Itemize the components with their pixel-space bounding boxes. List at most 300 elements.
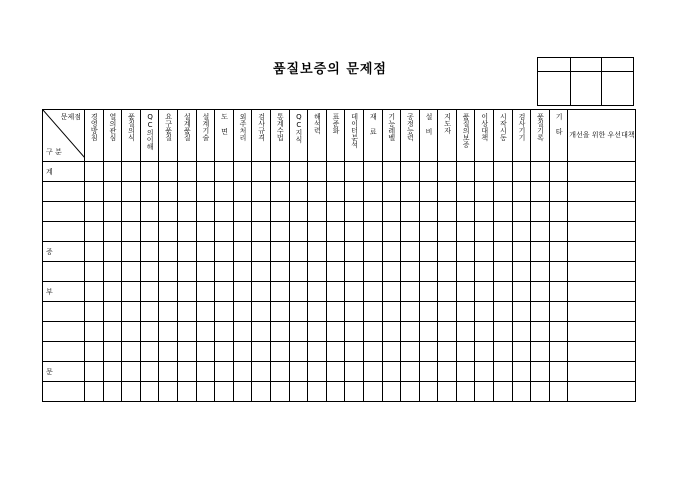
entry-cell[interactable] <box>159 242 178 262</box>
entry-cell[interactable] <box>456 202 475 222</box>
entry-cell[interactable] <box>308 242 327 262</box>
entry-cell[interactable] <box>140 262 159 282</box>
entry-cell[interactable] <box>252 222 271 242</box>
entry-cell[interactable] <box>549 162 568 182</box>
entry-cell[interactable] <box>308 342 327 362</box>
entry-cell[interactable] <box>363 202 382 222</box>
entry-cell[interactable] <box>494 182 513 202</box>
entry-cell[interactable] <box>326 242 345 262</box>
entry-cell[interactable] <box>419 362 438 382</box>
entry-cell[interactable] <box>103 362 122 382</box>
entry-cell[interactable] <box>419 162 438 182</box>
entry-cell[interactable] <box>363 302 382 322</box>
entry-cell[interactable] <box>196 302 215 322</box>
entry-cell[interactable] <box>494 382 513 402</box>
entry-cell[interactable] <box>568 222 636 242</box>
entry-cell[interactable] <box>512 342 531 362</box>
entry-cell[interactable] <box>122 202 141 222</box>
entry-cell[interactable] <box>568 262 636 282</box>
entry-cell[interactable] <box>438 282 457 302</box>
entry-cell[interactable] <box>326 282 345 302</box>
entry-cell[interactable] <box>177 322 196 342</box>
entry-cell[interactable] <box>233 322 252 342</box>
entry-cell[interactable] <box>85 342 104 362</box>
entry-cell[interactable] <box>382 242 401 262</box>
entry-cell[interactable] <box>289 342 308 362</box>
entry-cell[interactable] <box>568 382 636 402</box>
entry-cell[interactable] <box>456 242 475 262</box>
entry-cell[interactable] <box>122 362 141 382</box>
entry-cell[interactable] <box>215 382 234 402</box>
entry-cell[interactable] <box>438 322 457 342</box>
entry-cell[interactable] <box>289 302 308 322</box>
entry-cell[interactable] <box>159 322 178 342</box>
entry-cell[interactable] <box>531 342 550 362</box>
entry-cell[interactable] <box>196 242 215 262</box>
entry-cell[interactable] <box>456 222 475 242</box>
entry-cell[interactable] <box>252 162 271 182</box>
entry-cell[interactable] <box>196 182 215 202</box>
entry-cell[interactable] <box>140 282 159 302</box>
entry-cell[interactable] <box>103 182 122 202</box>
entry-cell[interactable] <box>345 262 364 282</box>
entry-cell[interactable] <box>177 162 196 182</box>
entry-cell[interactable] <box>512 282 531 302</box>
entry-cell[interactable] <box>531 182 550 202</box>
entry-cell[interactable] <box>252 182 271 202</box>
entry-cell[interactable] <box>159 262 178 282</box>
entry-cell[interactable] <box>401 202 420 222</box>
entry-cell[interactable] <box>270 182 289 202</box>
entry-cell[interactable] <box>345 202 364 222</box>
entry-cell[interactable] <box>159 282 178 302</box>
entry-cell[interactable] <box>549 282 568 302</box>
entry-cell[interactable] <box>289 162 308 182</box>
entry-cell[interactable] <box>103 202 122 222</box>
entry-cell[interactable] <box>475 282 494 302</box>
entry-cell[interactable] <box>289 382 308 402</box>
entry-cell[interactable] <box>456 322 475 342</box>
entry-cell[interactable] <box>494 342 513 362</box>
entry-cell[interactable] <box>419 342 438 362</box>
entry-cell[interactable] <box>233 362 252 382</box>
entry-cell[interactable] <box>401 262 420 282</box>
entry-cell[interactable] <box>326 382 345 402</box>
entry-cell[interactable] <box>382 262 401 282</box>
entry-cell[interactable] <box>456 162 475 182</box>
entry-cell[interactable] <box>363 222 382 242</box>
entry-cell[interactable] <box>512 382 531 402</box>
entry-cell[interactable] <box>512 242 531 262</box>
entry-cell[interactable] <box>419 262 438 282</box>
entry-cell[interactable] <box>326 342 345 362</box>
entry-cell[interactable] <box>549 382 568 402</box>
entry-cell[interactable] <box>382 382 401 402</box>
entry-cell[interactable] <box>196 342 215 362</box>
entry-cell[interactable] <box>456 302 475 322</box>
entry-cell[interactable] <box>475 182 494 202</box>
entry-cell[interactable] <box>419 242 438 262</box>
entry-cell[interactable] <box>140 242 159 262</box>
entry-cell[interactable] <box>512 362 531 382</box>
entry-cell[interactable] <box>456 342 475 362</box>
entry-cell[interactable] <box>326 362 345 382</box>
entry-cell[interactable] <box>85 302 104 322</box>
entry-cell[interactable] <box>289 202 308 222</box>
entry-cell[interactable] <box>103 342 122 362</box>
entry-cell[interactable] <box>345 362 364 382</box>
entry-cell[interactable] <box>233 342 252 362</box>
entry-cell[interactable] <box>233 222 252 242</box>
entry-cell[interactable] <box>252 342 271 362</box>
entry-cell[interactable] <box>270 222 289 242</box>
entry-cell[interactable] <box>252 302 271 322</box>
entry-cell[interactable] <box>326 302 345 322</box>
entry-cell[interactable] <box>475 222 494 242</box>
entry-cell[interactable] <box>140 182 159 202</box>
entry-cell[interactable] <box>270 262 289 282</box>
entry-cell[interactable] <box>270 322 289 342</box>
entry-cell[interactable] <box>419 382 438 402</box>
entry-cell[interactable] <box>270 202 289 222</box>
entry-cell[interactable] <box>215 342 234 362</box>
entry-cell[interactable] <box>177 362 196 382</box>
entry-cell[interactable] <box>215 302 234 322</box>
entry-cell[interactable] <box>159 362 178 382</box>
entry-cell[interactable] <box>289 222 308 242</box>
entry-cell[interactable] <box>122 342 141 362</box>
entry-cell[interactable] <box>85 322 104 342</box>
entry-cell[interactable] <box>512 302 531 322</box>
entry-cell[interactable] <box>252 242 271 262</box>
entry-cell[interactable] <box>215 262 234 282</box>
entry-cell[interactable] <box>215 362 234 382</box>
entry-cell[interactable] <box>326 262 345 282</box>
entry-cell[interactable] <box>568 242 636 262</box>
entry-cell[interactable] <box>103 162 122 182</box>
entry-cell[interactable] <box>103 302 122 322</box>
entry-cell[interactable] <box>438 202 457 222</box>
entry-cell[interactable] <box>308 362 327 382</box>
entry-cell[interactable] <box>531 302 550 322</box>
entry-cell[interactable] <box>177 282 196 302</box>
entry-cell[interactable] <box>363 362 382 382</box>
entry-cell[interactable] <box>308 262 327 282</box>
entry-cell[interactable] <box>122 262 141 282</box>
entry-cell[interactable] <box>438 362 457 382</box>
entry-cell[interactable] <box>531 362 550 382</box>
entry-cell[interactable] <box>345 222 364 242</box>
entry-cell[interactable] <box>382 182 401 202</box>
entry-cell[interactable] <box>438 342 457 362</box>
entry-cell[interactable] <box>196 362 215 382</box>
entry-cell[interactable] <box>531 202 550 222</box>
entry-cell[interactable] <box>122 382 141 402</box>
entry-cell[interactable] <box>382 322 401 342</box>
entry-cell[interactable] <box>345 182 364 202</box>
entry-cell[interactable] <box>233 262 252 282</box>
entry-cell[interactable] <box>419 222 438 242</box>
entry-cell[interactable] <box>382 302 401 322</box>
entry-cell[interactable] <box>475 262 494 282</box>
entry-cell[interactable] <box>196 222 215 242</box>
entry-cell[interactable] <box>363 342 382 362</box>
entry-cell[interactable] <box>326 162 345 182</box>
entry-cell[interactable] <box>85 382 104 402</box>
entry-cell[interactable] <box>308 302 327 322</box>
entry-cell[interactable] <box>401 382 420 402</box>
entry-cell[interactable] <box>382 342 401 362</box>
entry-cell[interactable] <box>215 162 234 182</box>
entry-cell[interactable] <box>289 262 308 282</box>
entry-cell[interactable] <box>233 242 252 262</box>
entry-cell[interactable] <box>252 362 271 382</box>
entry-cell[interactable] <box>475 202 494 222</box>
entry-cell[interactable] <box>549 182 568 202</box>
entry-cell[interactable] <box>122 182 141 202</box>
entry-cell[interactable] <box>401 162 420 182</box>
entry-cell[interactable] <box>308 222 327 242</box>
entry-cell[interactable] <box>438 222 457 242</box>
entry-cell[interactable] <box>122 322 141 342</box>
entry-cell[interactable] <box>177 382 196 402</box>
entry-cell[interactable] <box>363 242 382 262</box>
entry-cell[interactable] <box>308 282 327 302</box>
entry-cell[interactable] <box>382 362 401 382</box>
entry-cell[interactable] <box>438 242 457 262</box>
entry-cell[interactable] <box>494 322 513 342</box>
entry-cell[interactable] <box>494 302 513 322</box>
entry-cell[interactable] <box>233 182 252 202</box>
entry-cell[interactable] <box>103 222 122 242</box>
entry-cell[interactable] <box>326 222 345 242</box>
entry-cell[interactable] <box>475 162 494 182</box>
entry-cell[interactable] <box>196 202 215 222</box>
entry-cell[interactable] <box>494 222 513 242</box>
entry-cell[interactable] <box>252 282 271 302</box>
entry-cell[interactable] <box>401 342 420 362</box>
entry-cell[interactable] <box>363 162 382 182</box>
entry-cell[interactable] <box>401 222 420 242</box>
entry-cell[interactable] <box>140 302 159 322</box>
entry-cell[interactable] <box>438 382 457 402</box>
entry-cell[interactable] <box>475 322 494 342</box>
entry-cell[interactable] <box>401 242 420 262</box>
entry-cell[interactable] <box>270 242 289 262</box>
entry-cell[interactable] <box>177 182 196 202</box>
entry-cell[interactable] <box>419 302 438 322</box>
entry-cell[interactable] <box>159 222 178 242</box>
entry-cell[interactable] <box>215 202 234 222</box>
entry-cell[interactable] <box>512 162 531 182</box>
entry-cell[interactable] <box>215 282 234 302</box>
entry-cell[interactable] <box>568 342 636 362</box>
entry-cell[interactable] <box>252 322 271 342</box>
entry-cell[interactable] <box>456 262 475 282</box>
entry-cell[interactable] <box>568 282 636 302</box>
entry-cell[interactable] <box>531 222 550 242</box>
entry-cell[interactable] <box>549 362 568 382</box>
entry-cell[interactable] <box>401 282 420 302</box>
entry-cell[interactable] <box>382 202 401 222</box>
entry-cell[interactable] <box>363 282 382 302</box>
entry-cell[interactable] <box>456 182 475 202</box>
entry-cell[interactable] <box>345 322 364 342</box>
entry-cell[interactable] <box>549 242 568 262</box>
entry-cell[interactable] <box>345 162 364 182</box>
entry-cell[interactable] <box>85 362 104 382</box>
entry-cell[interactable] <box>270 362 289 382</box>
entry-cell[interactable] <box>177 302 196 322</box>
entry-cell[interactable] <box>103 262 122 282</box>
entry-cell[interactable] <box>177 262 196 282</box>
entry-cell[interactable] <box>252 202 271 222</box>
entry-cell[interactable] <box>159 162 178 182</box>
entry-cell[interactable] <box>401 302 420 322</box>
entry-cell[interactable] <box>140 362 159 382</box>
entry-cell[interactable] <box>140 222 159 242</box>
entry-cell[interactable] <box>568 362 636 382</box>
entry-cell[interactable] <box>568 202 636 222</box>
entry-cell[interactable] <box>233 302 252 322</box>
entry-cell[interactable] <box>159 342 178 362</box>
entry-cell[interactable] <box>308 162 327 182</box>
entry-cell[interactable] <box>494 242 513 262</box>
entry-cell[interactable] <box>531 262 550 282</box>
entry-cell[interactable] <box>177 202 196 222</box>
entry-cell[interactable] <box>475 382 494 402</box>
entry-cell[interactable] <box>345 242 364 262</box>
entry-cell[interactable] <box>419 202 438 222</box>
entry-cell[interactable] <box>549 202 568 222</box>
entry-cell[interactable] <box>140 382 159 402</box>
entry-cell[interactable] <box>85 162 104 182</box>
entry-cell[interactable] <box>456 282 475 302</box>
entry-cell[interactable] <box>326 182 345 202</box>
entry-cell[interactable] <box>308 202 327 222</box>
entry-cell[interactable] <box>196 262 215 282</box>
entry-cell[interactable] <box>549 302 568 322</box>
entry-cell[interactable] <box>363 262 382 282</box>
entry-cell[interactable] <box>177 222 196 242</box>
entry-cell[interactable] <box>531 322 550 342</box>
entry-cell[interactable] <box>438 182 457 202</box>
entry-cell[interactable] <box>568 162 636 182</box>
entry-cell[interactable] <box>345 342 364 362</box>
entry-cell[interactable] <box>289 282 308 302</box>
entry-cell[interactable] <box>326 322 345 342</box>
entry-cell[interactable] <box>159 202 178 222</box>
entry-cell[interactable] <box>549 342 568 362</box>
entry-cell[interactable] <box>494 362 513 382</box>
entry-cell[interactable] <box>85 242 104 262</box>
entry-cell[interactable] <box>382 222 401 242</box>
entry-cell[interactable] <box>308 182 327 202</box>
entry-cell[interactable] <box>568 182 636 202</box>
entry-cell[interactable] <box>103 242 122 262</box>
entry-cell[interactable] <box>512 202 531 222</box>
entry-cell[interactable] <box>549 322 568 342</box>
entry-cell[interactable] <box>103 322 122 342</box>
entry-cell[interactable] <box>531 282 550 302</box>
entry-cell[interactable] <box>103 282 122 302</box>
entry-cell[interactable] <box>270 342 289 362</box>
entry-cell[interactable] <box>215 322 234 342</box>
entry-cell[interactable] <box>363 322 382 342</box>
entry-cell[interactable] <box>289 182 308 202</box>
entry-cell[interactable] <box>196 382 215 402</box>
entry-cell[interactable] <box>85 202 104 222</box>
entry-cell[interactable] <box>85 182 104 202</box>
entry-cell[interactable] <box>289 322 308 342</box>
entry-cell[interactable] <box>512 222 531 242</box>
entry-cell[interactable] <box>549 222 568 242</box>
entry-cell[interactable] <box>215 222 234 242</box>
entry-cell[interactable] <box>494 202 513 222</box>
entry-cell[interactable] <box>215 242 234 262</box>
entry-cell[interactable] <box>401 362 420 382</box>
entry-cell[interactable] <box>233 282 252 302</box>
entry-cell[interactable] <box>122 242 141 262</box>
entry-cell[interactable] <box>289 362 308 382</box>
entry-cell[interactable] <box>85 262 104 282</box>
entry-cell[interactable] <box>494 282 513 302</box>
entry-cell[interactable] <box>494 262 513 282</box>
entry-cell[interactable] <box>531 382 550 402</box>
entry-cell[interactable] <box>252 262 271 282</box>
entry-cell[interactable] <box>233 382 252 402</box>
entry-cell[interactable] <box>382 282 401 302</box>
entry-cell[interactable] <box>140 202 159 222</box>
entry-cell[interactable] <box>326 202 345 222</box>
entry-cell[interactable] <box>345 382 364 402</box>
entry-cell[interactable] <box>122 302 141 322</box>
entry-cell[interactable] <box>308 322 327 342</box>
entry-cell[interactable] <box>512 322 531 342</box>
entry-cell[interactable] <box>456 362 475 382</box>
entry-cell[interactable] <box>419 322 438 342</box>
entry-cell[interactable] <box>531 242 550 262</box>
entry-cell[interactable] <box>456 382 475 402</box>
entry-cell[interactable] <box>345 282 364 302</box>
entry-cell[interactable] <box>270 302 289 322</box>
entry-cell[interactable] <box>363 182 382 202</box>
entry-cell[interactable] <box>177 342 196 362</box>
entry-cell[interactable] <box>419 182 438 202</box>
entry-cell[interactable] <box>270 282 289 302</box>
entry-cell[interactable] <box>494 162 513 182</box>
entry-cell[interactable] <box>215 182 234 202</box>
entry-cell[interactable] <box>85 282 104 302</box>
entry-cell[interactable] <box>531 162 550 182</box>
entry-cell[interactable] <box>363 382 382 402</box>
entry-cell[interactable] <box>85 222 104 242</box>
entry-cell[interactable] <box>512 262 531 282</box>
entry-cell[interactable] <box>122 162 141 182</box>
entry-cell[interactable] <box>568 322 636 342</box>
entry-cell[interactable] <box>475 302 494 322</box>
entry-cell[interactable] <box>103 382 122 402</box>
entry-cell[interactable] <box>438 162 457 182</box>
entry-cell[interactable] <box>308 382 327 402</box>
entry-cell[interactable] <box>401 182 420 202</box>
entry-cell[interactable] <box>438 302 457 322</box>
entry-cell[interactable] <box>438 262 457 282</box>
entry-cell[interactable] <box>382 162 401 182</box>
entry-cell[interactable] <box>159 182 178 202</box>
entry-cell[interactable] <box>233 202 252 222</box>
entry-cell[interactable] <box>475 342 494 362</box>
